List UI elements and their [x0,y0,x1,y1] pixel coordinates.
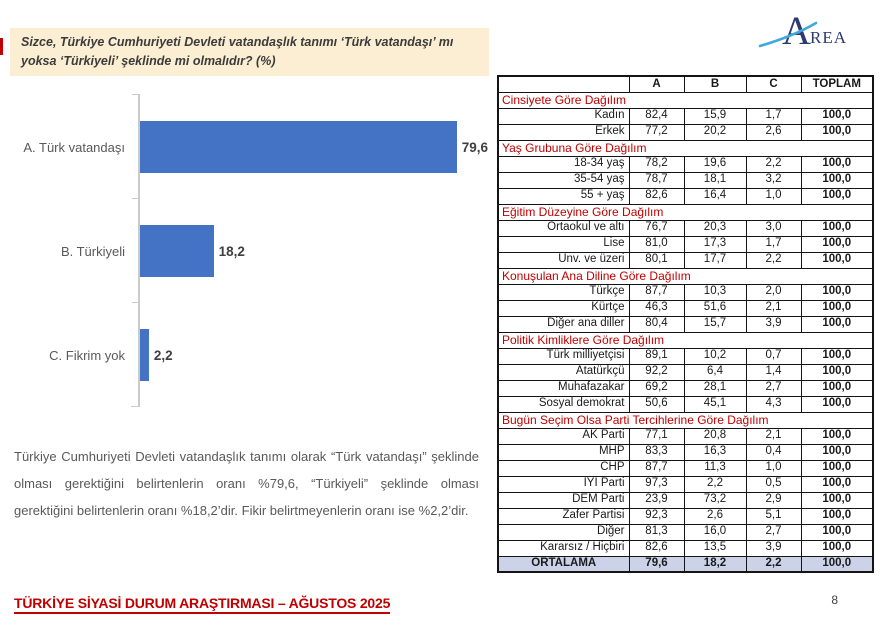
table-header-row [498,76,873,92]
value-cell: 2,9 [746,492,801,508]
table-row [498,108,873,124]
row-label: Erkek [498,124,629,140]
table-row [498,124,873,140]
row-label: 35-54 yaş [498,172,629,188]
total-cell: 100,0 [801,364,873,380]
table-row [498,284,873,300]
value-cell: 1,0 [746,460,801,476]
value-cell: 97,3 [629,476,684,492]
total-cell: 100,0 [801,172,873,188]
value-cell: 2,0 [746,284,801,300]
total-cell: 100,0 [801,316,873,332]
value-cell: 82,6 [629,540,684,556]
row-label: İYİ Parti [498,476,629,492]
question-title-box [10,28,489,76]
bar-chart [10,95,488,407]
value-cell: 18,1 [684,172,746,188]
column-header: TOPLAM [801,76,873,92]
row-label: Muhafazakar [498,380,629,396]
row-label: Lise [498,236,629,252]
total-cell: 100,0 [801,380,873,396]
row-label: Sosyal demokrat [498,396,629,412]
total-cell: 100,0 [801,508,873,524]
total-cell: 100,0 [801,236,873,252]
category-label: B. Türkiyeli [60,243,125,259]
table-row [498,540,873,556]
table-row [498,348,873,364]
row-label: AK Parti [498,428,629,444]
value-cell: 17,7 [684,252,746,268]
table-row [498,428,873,444]
table-section-row [498,204,873,220]
total-cell: 100,0 [801,556,873,572]
value-cell: 2,7 [746,524,801,540]
total-cell: 100,0 [801,524,873,540]
row-label: Ünv. ve üzeri [498,252,629,268]
row-label: CHP [498,460,629,476]
value-cell: 13,5 [684,540,746,556]
summary-paragraph: Türkiye Cumhuriyeti Devleti vatandaşlık tanımı olarak “Türk vatandaşı” şeklinde olması gerektiğini belirtenlerin oranı %79,6, “Türkiyeli” şeklinde olması gerektiğini belirtenlerin oranı %18,2’dir. Fikir belirtmeyenlerin oranı ise %2,2’dir. [14,449,479,518]
row-label: Kararsız / Hiçbiri [498,540,629,556]
table-section-row [498,268,873,284]
table-row [498,396,873,412]
bar-track [138,95,488,199]
row-label: ORTALAMA [498,556,629,572]
total-cell: 100,0 [801,188,873,204]
category-label: C. Fikrim yok [49,347,125,363]
bar-value-label: 2,2 [153,347,173,363]
value-cell: 19,6 [684,156,746,172]
table-section-row [498,332,873,348]
value-cell: 11,3 [684,460,746,476]
total-cell: 100,0 [801,348,873,364]
table-row [498,252,873,268]
row-label: Kürtçe [498,300,629,316]
value-cell: 0,7 [746,348,801,364]
table-row [498,460,873,476]
column-header: A [629,76,684,92]
value-cell: 18,2 [684,556,746,572]
total-cell: 100,0 [801,284,873,300]
table-row [498,476,873,492]
table-row [498,444,873,460]
section-title: Konuşulan Ana Diline Göre Dağılım [498,268,873,284]
question-title: Sizce, Türkiye Cumhuriyeti Devleti vatandaşlık tanımı ‘Türk vatandaşı’ mı yoksa ‘Türkiyeli’ şeklinde mi olmalıdır? (%) [21,35,454,68]
value-cell: 10,2 [684,348,746,364]
value-cell: 82,4 [629,108,684,124]
table-row [498,156,873,172]
total-cell: 100,0 [801,124,873,140]
value-cell: 2,7 [746,380,801,396]
value-cell: 69,2 [629,380,684,396]
value-cell: 2,2 [684,476,746,492]
table-row [498,188,873,204]
value-cell: 3,2 [746,172,801,188]
value-cell: 3,0 [746,220,801,236]
value-cell: 46,3 [629,300,684,316]
value-cell: 2,1 [746,428,801,444]
area-logo [754,6,864,54]
total-cell: 100,0 [801,108,873,124]
value-cell: 79,6 [629,556,684,572]
value-cell: 3,9 [746,316,801,332]
category-label: A. Türk vatandaşı [23,139,125,155]
total-cell: 100,0 [801,252,873,268]
table-row [498,236,873,252]
total-cell: 100,0 [801,300,873,316]
value-cell: 50,6 [629,396,684,412]
total-cell: 100,0 [801,460,873,476]
value-cell: 2,1 [746,300,801,316]
chart-category-row [10,95,488,199]
section-title: Bugün Seçim Olsa Parti Tercihlerine Göre Dağılım [498,412,873,428]
table-section-row [498,92,873,108]
row-label: DEM Parti [498,492,629,508]
value-cell: 16,3 [684,444,746,460]
value-cell: 87,7 [629,284,684,300]
value-cell: 80,4 [629,316,684,332]
value-cell: 77,1 [629,428,684,444]
table-row [498,492,873,508]
report-footer-title: TÜRKİYE SİYASİ DURUM ARAŞTIRMASI – AĞUSTOS 2025 [14,595,390,614]
value-cell: 87,7 [629,460,684,476]
row-label: Türk milliyetçisi [498,348,629,364]
value-cell: 73,2 [684,492,746,508]
value-cell: 17,3 [684,236,746,252]
value-cell: 45,1 [684,396,746,412]
row-label: Diğer [498,524,629,540]
value-cell: 4,3 [746,396,801,412]
row-label: Atatürkçü [498,364,629,380]
table-row [498,380,873,396]
total-cell: 100,0 [801,220,873,236]
value-cell: 82,6 [629,188,684,204]
chart-category-row [10,199,488,303]
table-section-row [498,140,873,156]
value-cell: 2,6 [684,508,746,524]
value-cell: 92,2 [629,364,684,380]
table-section-row [498,412,873,428]
value-cell: 2,2 [746,252,801,268]
table-row [498,364,873,380]
value-cell: 10,3 [684,284,746,300]
bar [140,225,214,277]
column-header: B [684,76,746,92]
value-cell: 15,9 [684,108,746,124]
average-row [498,556,873,572]
value-cell: 0,5 [746,476,801,492]
table-row [498,172,873,188]
left-edge-accent [0,38,3,55]
section-title: Yaş Grubuna Göre Dağılım [498,140,873,156]
value-cell: 81,0 [629,236,684,252]
total-cell: 100,0 [801,156,873,172]
total-cell: 100,0 [801,476,873,492]
table-row [498,524,873,540]
column-header: C [746,76,801,92]
value-cell: 0,4 [746,444,801,460]
value-cell: 16,0 [684,524,746,540]
row-label: Türkçe [498,284,629,300]
value-cell: 5,1 [746,508,801,524]
value-cell: 78,2 [629,156,684,172]
value-cell: 2,2 [746,156,801,172]
bar-value-label: 79,6 [461,139,488,155]
table-row [498,220,873,236]
value-cell: 28,1 [684,380,746,396]
logo-text-rea: REA [810,28,847,47]
value-cell: 20,8 [684,428,746,444]
row-label: 55 + yaş [498,188,629,204]
row-label: Ortaokul ve altı [498,220,629,236]
bar-track [138,199,488,303]
total-cell: 100,0 [801,540,873,556]
value-cell: 1,4 [746,364,801,380]
value-cell: 1,7 [746,108,801,124]
value-cell: 20,2 [684,124,746,140]
value-cell: 92,3 [629,508,684,524]
value-cell: 80,1 [629,252,684,268]
value-cell: 23,9 [629,492,684,508]
value-cell: 77,2 [629,124,684,140]
value-cell: 1,7 [746,236,801,252]
value-cell: 51,6 [684,300,746,316]
chart-category-row [10,303,488,407]
bar-track [138,303,488,407]
bar [140,329,149,381]
section-title: Cinsiyete Göre Dağılım [498,92,873,108]
value-cell: 81,3 [629,524,684,540]
value-cell: 6,4 [684,364,746,380]
row-label: 18-34 yaş [498,156,629,172]
logo-letter-a: A [782,8,811,53]
column-header [498,76,629,92]
row-label: MHP [498,444,629,460]
crosstab-table [497,75,874,573]
total-cell: 100,0 [801,492,873,508]
page-number: 8 [831,593,838,607]
value-cell: 3,9 [746,540,801,556]
row-label: Zafer Partisi [498,508,629,524]
table-row [498,508,873,524]
total-cell: 100,0 [801,428,873,444]
value-cell: 2,6 [746,124,801,140]
row-label: Diğer ana diller [498,316,629,332]
value-cell: 83,3 [629,444,684,460]
crosstab-header [498,76,873,92]
value-cell: 2,2 [746,556,801,572]
value-cell: 20,3 [684,220,746,236]
table-row [498,300,873,316]
total-cell: 100,0 [801,396,873,412]
section-title: Eğitim Düzeyine Göre Dağılım [498,204,873,220]
section-title: Politik Kimliklere Göre Dağılım [498,332,873,348]
total-cell: 100,0 [801,444,873,460]
value-cell: 1,0 [746,188,801,204]
value-cell: 89,1 [629,348,684,364]
table-row [498,316,873,332]
value-cell: 76,7 [629,220,684,236]
value-cell: 16,4 [684,188,746,204]
bar-value-label: 18,2 [218,243,245,259]
value-cell: 78,7 [629,172,684,188]
value-cell: 15,7 [684,316,746,332]
row-label: Kadın [498,108,629,124]
bar [140,121,457,173]
